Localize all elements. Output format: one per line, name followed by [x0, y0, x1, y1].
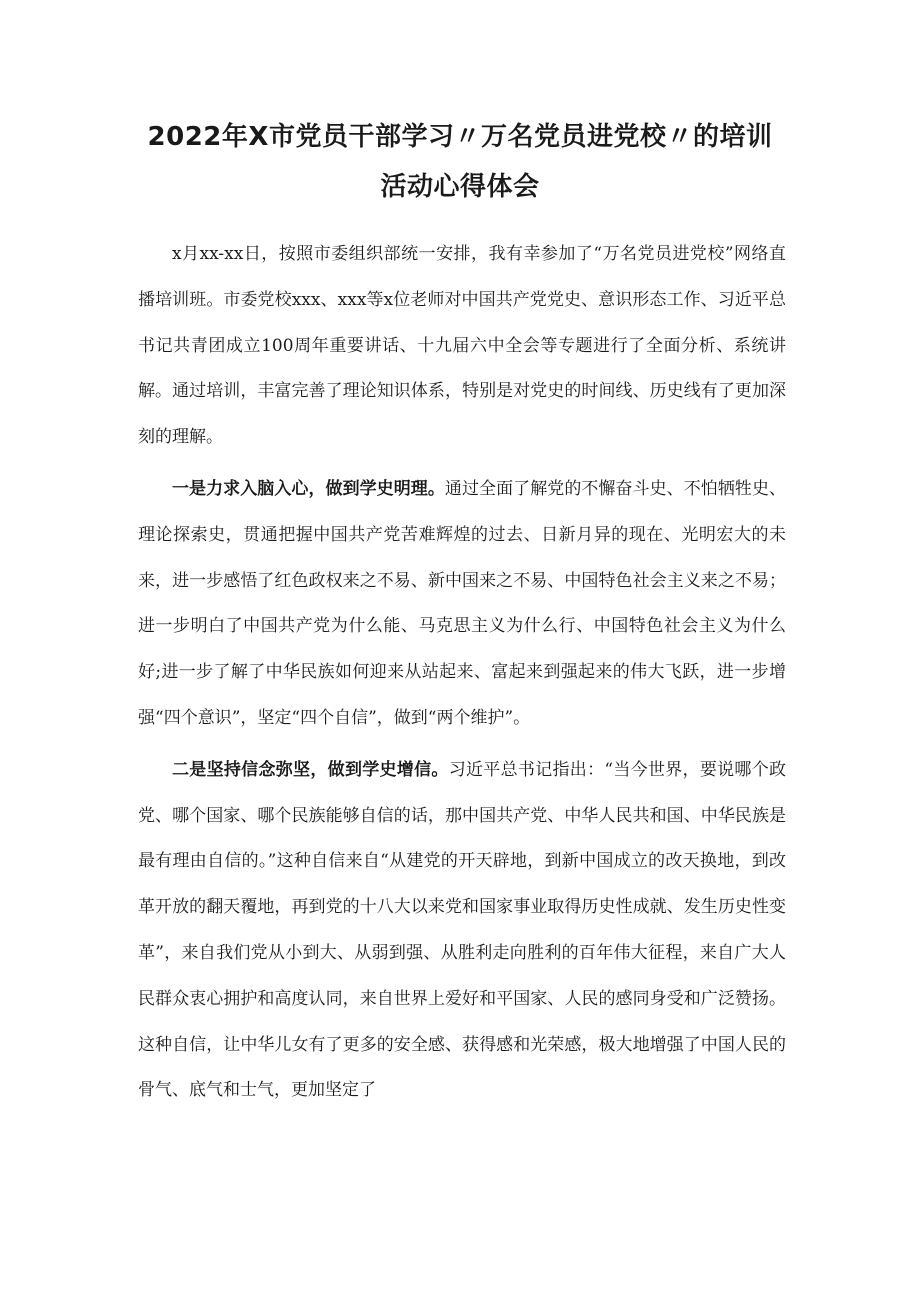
document-title: 2022年X市党员干部学习〃万名党员进党校〃的培训活动心得体会	[147, 122, 773, 202]
document-body	[138, 232, 786, 1120]
paragraph-lead: 二是坚持信念弥坚，做到学史增信。	[172, 759, 449, 780]
paragraph-intro	[138, 232, 786, 461]
paragraph-point-one	[138, 467, 786, 742]
paragraph-lead: 一是力求入脑入心，做到学史明理。	[172, 478, 445, 499]
paragraph-text: x月xx-xx日，按照市委组织部统一安排，我有幸参加了“万名党员进党校”网络直播培训班。市委党校xxx、xxx等x位老师对中国共产党党史、意识形态工作、习近平总书记共青团成立100周年重要讲话、十九届六中全会等专题进行了全面分析、系统讲解。通过培训，丰富完善了理论知识体系，特别是对党史的时间线、历史线有了更加深刻的理解。	[138, 244, 786, 448]
paragraph-text: 通过全面了解党的不懈奋斗史、不怕牺牲史、理论探索史，贯通把握中国共产党苦难辉煌的过去、日新月异的现在、光明宏大的未来，进一步感悟了红色政权来之不易、新中国来之不易、中国特色社会主义来之不易；进一步明白了中国共产党为什么能、马克思主义为什么行、中国特色社会主义为什么好;进一步了解了中华民族如何迎来从站起来、富起来到强起来的伟大飞跃，进一步增强“四个意识”，坚定“四个自信”，做到“两个维护”。	[138, 478, 787, 728]
paragraph-text: 习近平总书记指出：“当今世界，要说哪个政党、哪个国家、哪个民族能够自信的话，那中国共产党、中华人民共和国、中华民族是最有理由自信的。”这种自信来自“从建党的开天辟地，到新中国成立的改天换地，到改革开放的翻天覆地，再到党的十八大以来党和国家事业取得历史性成就、发生历史性变革”，来自我们党从小到大、从弱到强、从胜利走向胜利的百年伟大征程，来自广大人民群众衷心拥护和高度认同，来自世界上爱好和平国家、人民的感同身受和广泛赞扬。这种自信，让中华儿女有了更多的安全感、获得感和光荣感，极大地增强了中国人民的骨气、底气和士气，更加坚定了	[138, 759, 786, 1101]
paragraph-point-two	[138, 748, 786, 1114]
